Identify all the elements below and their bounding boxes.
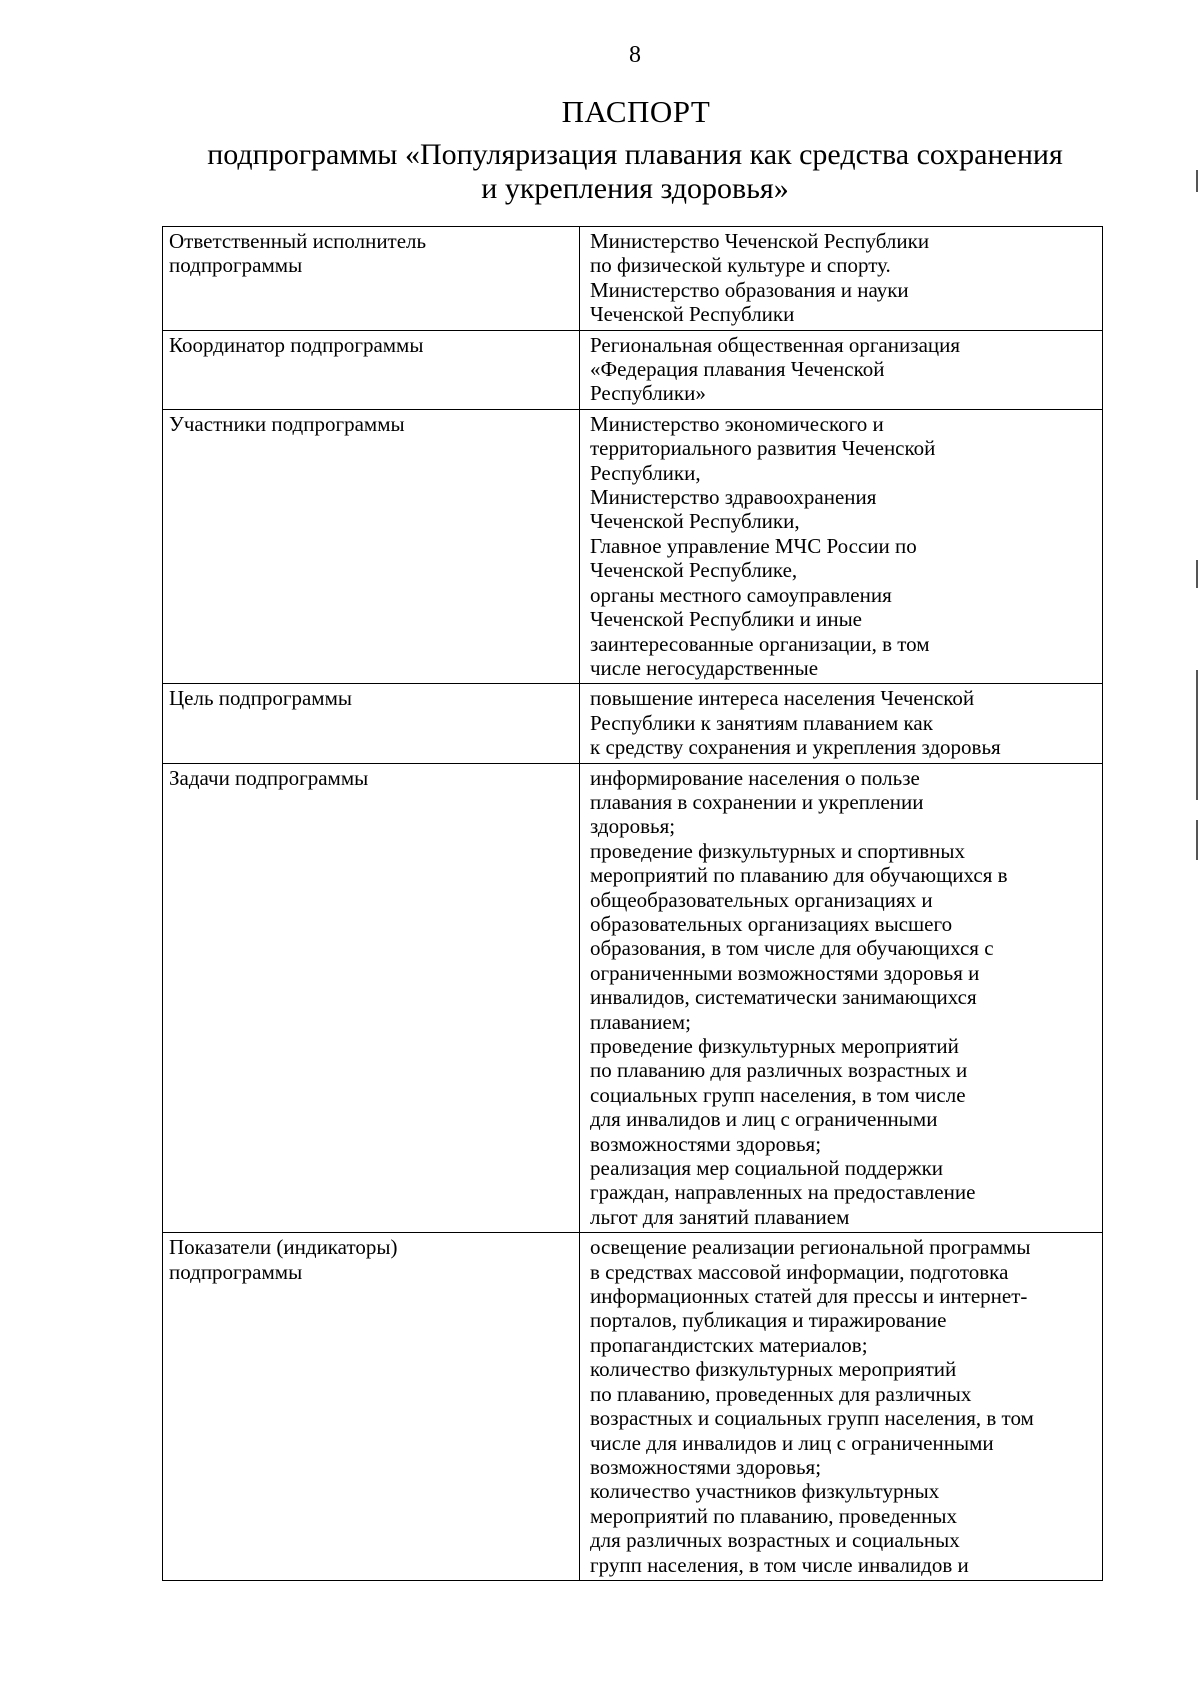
row-value-line: проведение физкультурных и спортивных (590, 838, 965, 863)
row-value-line: порталов, публикация и тиражирование (590, 1308, 947, 1333)
row-value-line: числе для инвалидов и лиц с ограниченными (590, 1430, 994, 1455)
passport-row (163, 684, 1103, 763)
row-value-line: Чеченской Республики (590, 302, 795, 327)
row-value-cell (580, 684, 1103, 763)
row-value-line: возможностями здоровья; (590, 1454, 822, 1479)
row-value-cell (580, 409, 1103, 683)
scan-edge-marks (1180, 0, 1200, 1693)
row-value-line: образования, в том числе для обучающихся с (590, 936, 994, 961)
row-value-line: плавания в сохранении и укреплении (590, 789, 924, 814)
page-number: 8 (629, 42, 641, 68)
document-title: ПАСПОРТ (561, 94, 711, 129)
row-label-line: подпрограммы (169, 253, 303, 278)
row-value-line: по плаванию, проведенных для различных (590, 1381, 972, 1406)
row-value-line: инвалидов, систематически занимающихся (590, 985, 977, 1010)
row-value-cell (580, 330, 1103, 409)
row-label-line: Координатор подпрограммы (169, 332, 424, 357)
row-value-line: органы местного самоуправления (590, 582, 892, 607)
passport-row (163, 1233, 1103, 1581)
row-value-line: количество физкультурных мероприятий (590, 1357, 957, 1382)
row-value-line: заинтересованные организации, в том (590, 631, 930, 656)
row-value-line: к средству сохранения и укрепления здоровья (590, 735, 1001, 760)
row-value-line: Региональная общественная организация (590, 332, 961, 357)
row-value-line: информационных статей для прессы и интернет- (590, 1284, 1028, 1309)
subtitle-line: подпрограммы «Популяризация плавания как средства сохранения (207, 138, 1063, 171)
row-label-cell (163, 684, 580, 763)
row-value-line: Министерство здравоохранения (590, 485, 877, 510)
row-label-cell (163, 1233, 580, 1581)
row-value-line: повышение интереса населения Чеченской (590, 686, 975, 711)
passport-row (163, 330, 1103, 409)
row-value-line: пропагандистских материалов; (590, 1332, 868, 1357)
row-value-line: здоровья; (590, 814, 676, 839)
row-value-line: возможностями здоровья; (590, 1131, 822, 1156)
passport-row (163, 227, 1103, 331)
row-value-line: «Федерация плавания Чеченской (590, 357, 885, 382)
row-label-line: Участники подпрограммы (169, 411, 405, 436)
row-value-line: Чеченской Республике, (590, 558, 798, 583)
row-value-line: возрастных и социальных групп населения, в том (590, 1406, 1034, 1431)
row-value-line: граждан, направленных на предоставление (590, 1180, 976, 1205)
row-value-line: общеобразовательных организациях и (590, 887, 933, 912)
row-value-line: территориального развития Чеченской (590, 436, 936, 461)
row-value-line: Республики к занятиям плаванием как (590, 710, 933, 735)
row-value-line: групп населения, в том числе инвалидов и (590, 1552, 969, 1577)
row-value-line: Чеченской Республики, (590, 509, 800, 534)
row-value-line: Главное управление МЧС России по (590, 533, 917, 558)
row-value-line: мероприятий по плаванию, проведенных (590, 1503, 957, 1528)
row-label-line: Задачи подпрограммы (169, 765, 369, 790)
row-value-line: образовательных организациях высшего (590, 911, 953, 936)
row-label-line: Цель подпрограммы (169, 686, 352, 711)
row-label-line: подпрограммы (169, 1259, 303, 1284)
row-value-cell (580, 763, 1103, 1233)
row-value-line: льгот для занятий плаванием (590, 1204, 850, 1229)
row-value-line: числе негосударственные (590, 655, 819, 680)
row-label-line: Ответственный исполнитель (169, 229, 427, 253)
row-value-line: по физической культуре и спорту. (590, 253, 891, 278)
row-value-line: социальных групп населения, в том числе (590, 1082, 966, 1107)
row-value-line: проведение физкультурных мероприятий (590, 1034, 959, 1058)
row-value-line: Республики» (590, 381, 706, 406)
row-value-line: мероприятий по плаванию для обучающихся в (590, 863, 1008, 888)
row-value-line: Министерство Чеченской Республики (590, 229, 930, 253)
row-label-cell (163, 330, 580, 409)
passport-row (163, 763, 1103, 1233)
row-label-cell (163, 409, 580, 683)
row-label-cell (163, 763, 580, 1233)
row-value-line: в средствах массовой информации, подготовка (590, 1259, 1009, 1284)
row-value-line: освещение реализации региональной программы (590, 1235, 1031, 1260)
subtitle-line: и укрепления здоровья» (481, 172, 789, 205)
row-value-cell (580, 227, 1103, 331)
passport-table (162, 226, 1103, 1581)
row-label-line: Показатели (индикаторы) (169, 1235, 398, 1260)
row-value-line: для различных возрастных и социальных (590, 1528, 960, 1553)
row-value-cell (580, 1233, 1103, 1581)
row-value-line: по плаванию для различных возрастных и (590, 1058, 968, 1083)
row-value-line: Министерство образования и науки (590, 277, 909, 302)
row-value-line: Республики, (590, 460, 701, 485)
passport-row (163, 409, 1103, 683)
row-value-line: информирование населения о пользе (590, 765, 920, 790)
row-value-line: Министерство экономического и (590, 411, 884, 436)
document-subtitle (200, 138, 1070, 206)
row-value-line: реализация мер социальной поддержки (590, 1156, 944, 1181)
row-value-line: количество участников физкультурных (590, 1479, 940, 1504)
row-value-line: Чеченской Республики и иные (590, 607, 863, 632)
row-value-line: плаванием; (590, 1009, 691, 1034)
row-value-line: ограниченными возможностями здоровья и (590, 960, 980, 985)
row-value-line: для инвалидов и лиц с ограниченными (590, 1107, 938, 1132)
row-label-cell (163, 227, 580, 331)
